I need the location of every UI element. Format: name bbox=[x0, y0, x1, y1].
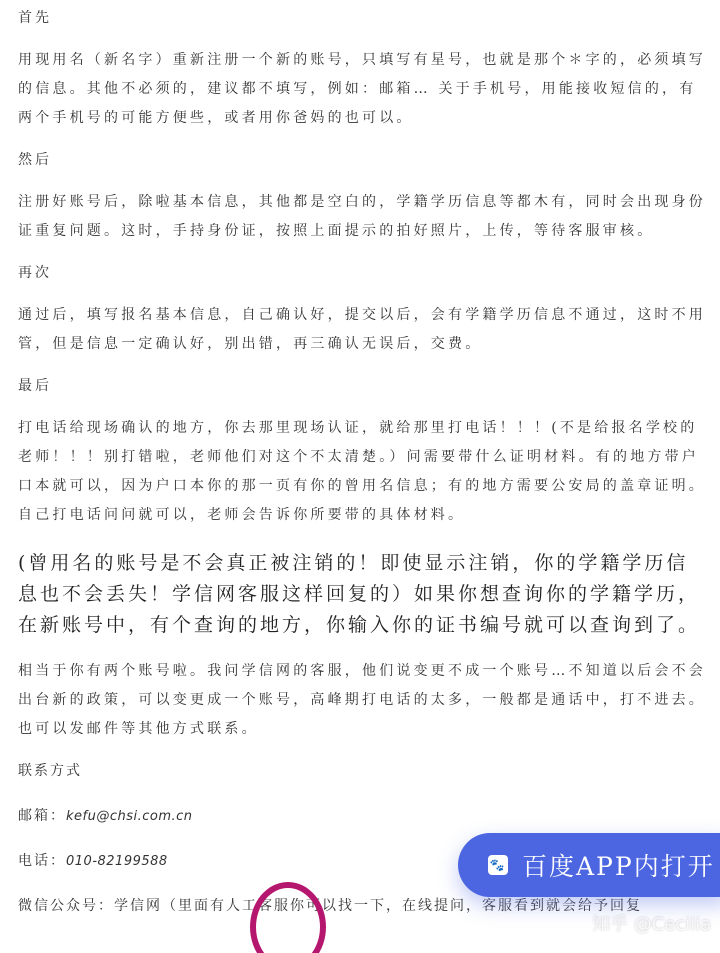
section-heading: 然后 bbox=[18, 152, 52, 168]
section-text: 通过后，填写报名基本信息，自己确认好，提交以后，会有学籍学历信息不通过，这时不用管，但是信息一定确认好，别出错，再三确认无误后，交费。 bbox=[18, 307, 706, 352]
open-in-baidu-app-button[interactable] bbox=[458, 833, 720, 897]
highlight-paragraph: (曾用名的账号是不会真正被注销的！即使显示注销，你的学籍学历信息也不会丢失！学信网客服这样回复的）如果你想查询你的学籍学历，在新账号中，有个查询的地方，你输入你的证书编号就可以查询到了。 bbox=[18, 552, 701, 636]
section-text: 用现用名（新名字）重新注册一个新的账号，只填写有星号，也就是那个＊字的，必须填写的信息。其他不必须的，建议都不填写，例如：邮箱… 关于手机号，用能接收短信的，有两个手机号的可能方便些，或者用你爸妈的也可以。 bbox=[18, 52, 706, 126]
section-heading: 再次 bbox=[18, 265, 52, 281]
phone-label: 电话： bbox=[18, 853, 66, 869]
email-label: 邮箱： bbox=[18, 808, 66, 824]
watermark: 知乎 @Cecilia bbox=[592, 914, 712, 935]
wechat-label: 微信公众号： bbox=[18, 898, 114, 914]
section-first bbox=[18, 4, 710, 133]
article-body bbox=[18, 0, 710, 937]
phone-value[interactable]: 010-82199588 bbox=[66, 854, 168, 869]
section-text: 打电话给现场确认的地方，你去那里现场认证，就给那里打电话！！！(不是给报名学校的老师！！！别打错啦，老师他们对这个不太清楚。）问需要带什么证明材料。有的地方带户口本就可以，因为户口本你的那一页有你的曾用名信息；有的地方需要公安局的盖章证明。自己打电话问问就可以，老师会告诉你所要带的具体材料。 bbox=[18, 420, 706, 523]
section-finally bbox=[18, 372, 710, 530]
email-value[interactable]: kefu@chsi.com.cn bbox=[66, 809, 193, 824]
section-then bbox=[18, 146, 710, 246]
section-text: 注册好账号后，除啦基本信息，其他都是空白的，学籍学历信息等都木有，同时会出现身份证重复问题。这时，手持身份证，按照上面提示的拍好照片，上传，等待客服审核。 bbox=[18, 194, 706, 239]
section-heading: 最后 bbox=[18, 378, 52, 394]
note-paragraph: 相当于你有两个账号啦。我问学信网的客服，他们说变更不成一个账号…不知道以后会不会出台新的政策，可以变更成一个账号，高峰期打电话的太多，一般都是通话中，打不进去。也可以发邮件等其他方式联系。 bbox=[18, 663, 706, 737]
section-heading: 首先 bbox=[18, 10, 52, 26]
wechat-value: 学信网（里面有人工客服你可以找一下，在线提问，客服看到就会给予回复 bbox=[114, 898, 642, 914]
contact-heading: 联系方式 bbox=[18, 763, 82, 779]
open-app-label: 百度APP内打开 bbox=[522, 852, 715, 881]
baidu-paw-icon: 🐾 bbox=[488, 855, 508, 875]
section-again bbox=[18, 259, 710, 359]
contact-email bbox=[18, 802, 710, 831]
